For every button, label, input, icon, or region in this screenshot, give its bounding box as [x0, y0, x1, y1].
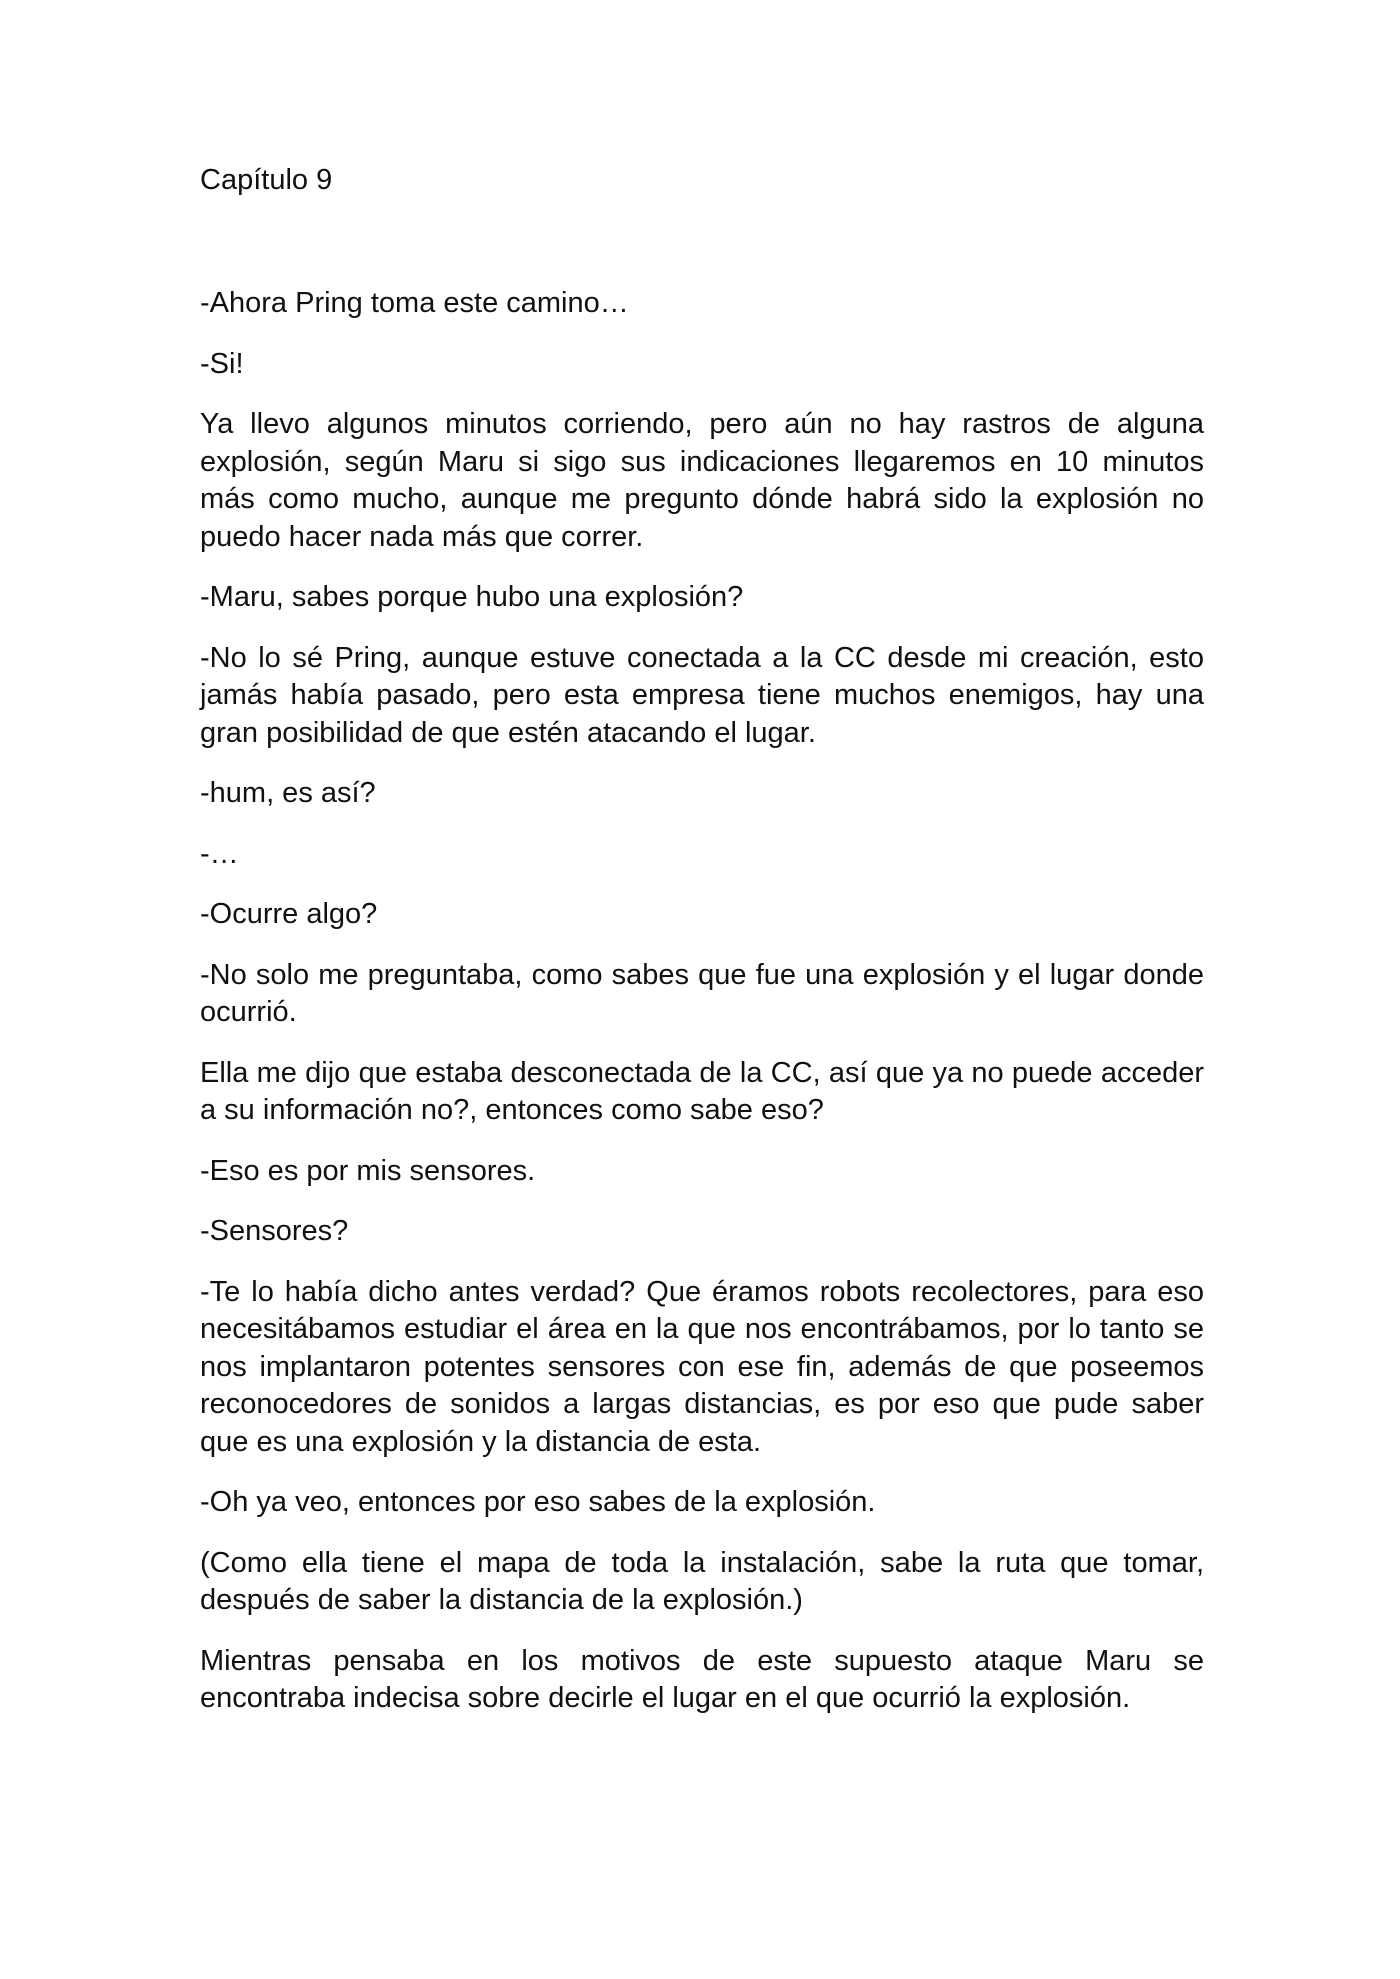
paragraph-narration-1: Ya llevo algunos minutos corriendo, pero aún no hay rastros de alguna explosión, según Maru si sigo sus indicaciones llegaremos en 10 minutos más como mucho, aunque me pregunto dónde habrá sido la explosión no puedo hacer nada más que correr. — [200, 408, 1204, 553]
paragraph-dialogue-12: -Oh ya veo, entonces por eso sabes de la explosión. — [200, 1486, 876, 1518]
paragraph-narration-3: Mientras pensaba en los motivos de este supuesto ataque Maru se encontraba indecisa sobre decirle el lugar en el que ocurrió la explosión. — [200, 1644, 1204, 1714]
paragraph-dialogue-3: -Maru, sabes porque hubo una explosión? — [200, 581, 744, 613]
paragraph-dialogue-2: -Si! — [200, 347, 244, 380]
paragraph-dialogue-4: -No lo sé Pring, aunque estuve conectada a la CC desde mi creación, esto jamás había pasado, pero esta empresa tiene muchos enemigos, hay una gran posibilidad de que estén atacando el lugar. — [200, 641, 1204, 749]
paragraph-narration-2: Ella me dijo que estaba desconectada de la CC, así que ya no puede acceder a su información no?, entonces como sabe eso? — [200, 1056, 1204, 1126]
paragraph-dialogue-11: -Te lo había dicho antes verdad? Que éramos robots recolectores, para eso necesitábamos estudiar el área en la que nos encontrábamos, por lo tanto se nos implantaron potentes sensores con ese fin, además de que poseemos reconocedores de sonidos a largas distancias, es por eso que pude saber que es una explosión y la distancia de esta. — [200, 1275, 1204, 1458]
paragraph-dialogue-8: -No solo me preguntaba, como sabes que fue una explosión y el lugar donde ocurrió. — [200, 958, 1204, 1028]
paragraph-dialogue-7: -Ocurre algo? — [200, 898, 378, 930]
paragraph-dialogue-6: -… — [200, 837, 239, 870]
chapter-body — [200, 285, 1204, 1718]
paragraph-dialogue-5: -hum, es así? — [200, 777, 376, 809]
paragraph-thought: (Como ella tiene el mapa de toda la instalación, sabe la ruta que tomar, después de saber la distancia de la explosión.) — [200, 1546, 1204, 1616]
chapter-title: Capítulo 9 — [200, 164, 333, 196]
paragraph-dialogue-9: -Eso es por mis sensores. — [200, 1154, 536, 1187]
paragraph-dialogue-10: -Sensores? — [200, 1215, 349, 1247]
paragraph-dialogue-1: -Ahora Pring toma este camino… — [200, 287, 629, 319]
page-content — [200, 162, 1204, 1718]
